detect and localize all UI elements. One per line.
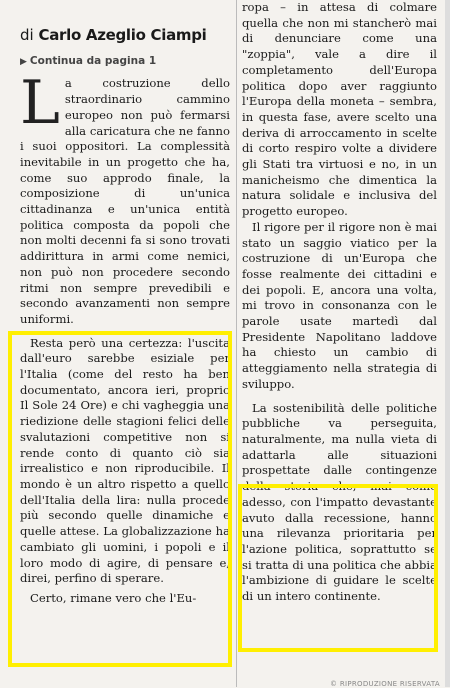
paragraph-intro	[20, 68, 230, 327]
page-edge	[445, 0, 450, 687]
paragraph-rigore: Il rigore per il rigore non è mai stato un saggio viatico per la costruzione di un'Europa che fosse realmente dei cittadini e dei popoli. E, ancora una volta, mi trovo in consonanza con le parole usate martedì dal Presidente Napolitano laddove ha chiesto un cambio di atteggiamento nella strategia di sviluppo.	[242, 219, 437, 391]
continued-text: Continua da pagina 1	[29, 54, 157, 67]
triangle-right-icon: ▶	[20, 56, 27, 67]
copyright-notice: © RIPRODUZIONE RISERVATA	[330, 680, 440, 688]
column-divider	[236, 0, 237, 687]
paragraph-europe-cont: ropa – in attesa di colmare quella che non mi stancherò mai di denunciare come una "zoppia", vale a dire il completamento dell'Europa politica dopo aver raggiunto l'Europa della moneta – sembra, in questa fase, avere scelto una deriva di arroccamento in scelte di corto respiro volte a dividere gli Stati tra virtuosi e no, in un manicheismo che dimentica la natura solidale e inclusiva del progetto europeo.	[242, 0, 437, 219]
paragraph-europe-start: Certo, rimane vero che l'Eu-	[30, 590, 197, 605]
left-column	[20, 0, 230, 607]
drop-cap: L	[20, 68, 60, 139]
paragraph-euro-exit: Resta però una certezza: l'uscita dall'euro sarebbe esiziale per l'Italia (come del resto ha ben documentato, ancora ieri, proprio Il Sole 24 Ore) e chi vagheggia una riedizione delle stagioni felici delle svalutazioni competitive non si rende conto di quanto ciò sia irrealistico e non riproducibile. Il mondo è un altro rispetto a quello dell'Italia della lira: nulla procede più secondo quelle dinamiche e quelle attese. La globalizzazione ha cambiato gli uomini, i popoli e il loro modo di agire, di pensare e, direi, perfino di sperare.	[20, 335, 230, 586]
author-name: Carlo Azeglio Ciampi	[38, 26, 207, 44]
right-column	[242, 0, 437, 605]
paragraph-intro-text: a costruzione dello straordinario cammino europeo non può fermarsi alla caricatura che ne fanno i suoi oppositori. La complessità inevitabile in un progetto che ha, come suo approdo finale, la composizione di un'unica cittadinanza e un'unica entità politica composta da popoli che non molti decenni fa si sono trovati addirittura in armi come nemici, non può non procedere secondo ritmi non sempre prevedibili e secondo avanzamenti non sempre uniformi.	[20, 76, 230, 326]
byline-prefix: di	[20, 26, 34, 44]
continued-from-label[interactable]	[20, 54, 230, 71]
byline	[20, 28, 230, 44]
paragraph-sostenibilita: La sostenibilità delle politiche pubbliche va perseguita, naturalmente, ma nulla vieta di adattarla alle situazioni prospettate dalle contingenze della storia che, mai come adesso, con l'impatto devastante avuto dalla recessione, hanno una rilevanza prioritaria per l'azione politica, soprattutto se si tratta di una politica che abbia l'ambizione di guidare le scelte di un intero continente.	[242, 400, 437, 604]
